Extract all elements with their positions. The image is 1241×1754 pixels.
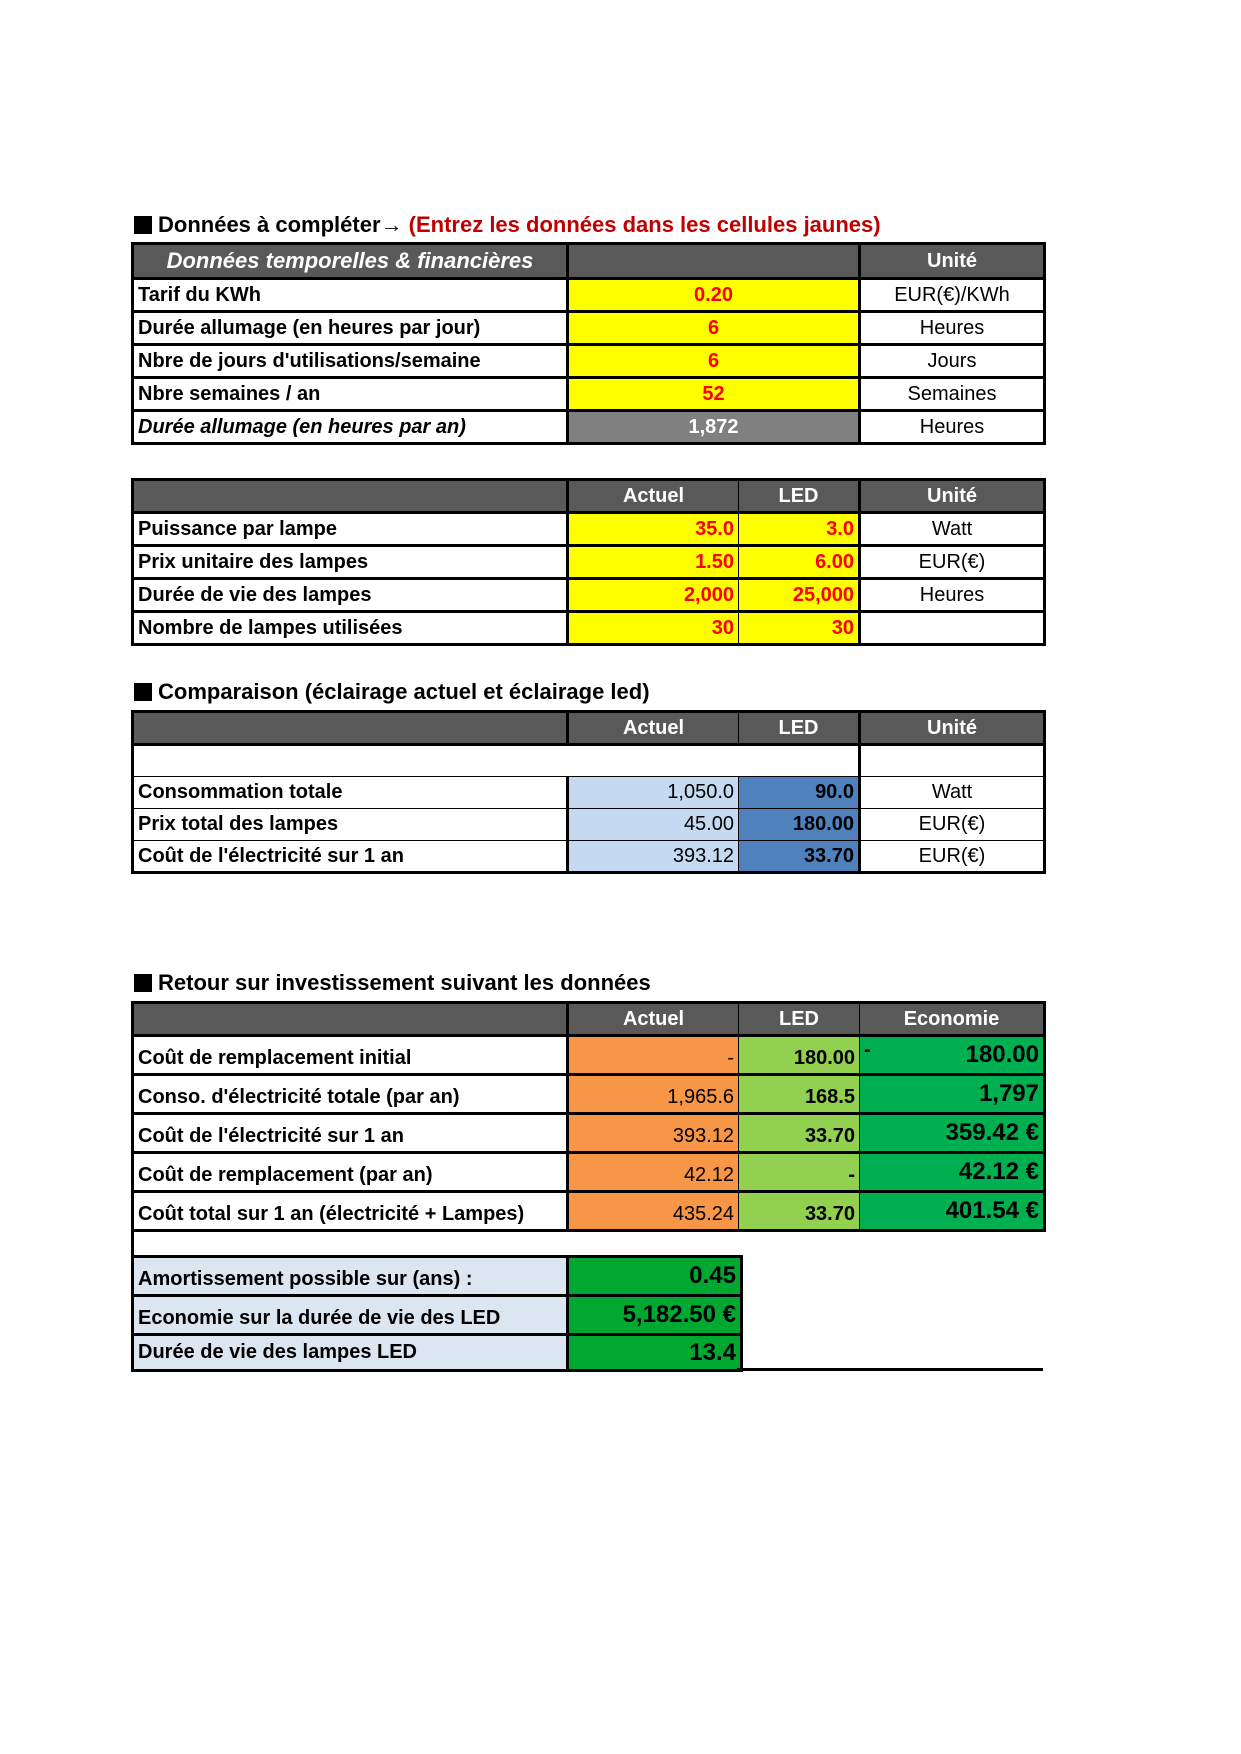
row-unit: Watt (860, 777, 1045, 809)
empty-cell (860, 745, 1045, 777)
table-row (133, 841, 1045, 873)
amortissement-value: 0.45 (568, 1257, 742, 1296)
table-header-row (133, 1003, 1045, 1036)
tarif-kwh-input[interactable]: 0.20 (568, 279, 860, 312)
summary-label: Amortissement possible sur (ans) : (133, 1257, 568, 1296)
section-title-comparaison (134, 679, 650, 705)
table-row (133, 279, 1045, 312)
row-label: Tarif du KWh (133, 279, 568, 312)
puissance-led-input[interactable]: 3.0 (739, 513, 860, 546)
actuel-value: 1,965.6 (568, 1075, 739, 1114)
table-retour-investissement (131, 1001, 1046, 1232)
summary-row (133, 1257, 742, 1296)
actuel-value: - (568, 1036, 739, 1075)
header-unit: Unité (860, 244, 1045, 279)
row-unit: Semaines (860, 378, 1045, 411)
economie-value: 180.00 (965, 1041, 1039, 1068)
section1-title: Données à compléter→ (158, 212, 403, 237)
square-bullet-icon (134, 216, 152, 234)
table-row (133, 579, 1045, 612)
heures-par-jour-input[interactable]: 6 (568, 312, 860, 345)
actuel-value: 393.12 (568, 841, 739, 873)
row-label: Prix unitaire des lampes (133, 546, 568, 579)
table-donnees-temporelles (131, 242, 1046, 445)
header-actuel: Actuel (568, 1003, 739, 1036)
row-label: Coût total sur 1 an (électricité + Lampes) (133, 1192, 568, 1231)
led-value: 33.70 (739, 841, 860, 873)
section4-title: Retour sur investissement suivant les données (158, 970, 651, 995)
table-header-row (133, 244, 1045, 279)
row-unit: Watt (860, 513, 1045, 546)
led-value: 180.00 (739, 809, 860, 841)
actuel-value: 42.12 (568, 1153, 739, 1192)
row-label: Coût de remplacement initial (133, 1036, 568, 1075)
heures-par-an-value: 1,872 (568, 411, 860, 444)
section1-hint: (Entrez les données dans les cellules jaunes) (408, 212, 881, 237)
row-unit: Heures (860, 579, 1045, 612)
row-unit: EUR(€) (860, 809, 1045, 841)
row-label: Consommation totale (133, 777, 568, 809)
row-unit: Heures (860, 312, 1045, 345)
table-row (133, 612, 1045, 645)
table-row (133, 1153, 1045, 1192)
semaines-par-an-input[interactable]: 52 (568, 378, 860, 411)
led-value: 90.0 (739, 777, 860, 809)
economie-prefix: - (864, 1039, 871, 1061)
table-row (133, 345, 1045, 378)
table-row (133, 546, 1045, 579)
led-value: 33.70 (739, 1114, 860, 1153)
duree-vie-led-value: 13.4 (568, 1335, 742, 1371)
row-label: Nbre de jours d'utilisations/semaine (133, 345, 568, 378)
table-summary (131, 1255, 743, 1372)
table-lampes (131, 478, 1046, 646)
table-row (133, 513, 1045, 546)
row-unit: EUR(€)/KWh (860, 279, 1045, 312)
actuel-value: 1,050.0 (568, 777, 739, 809)
header-label (133, 1003, 568, 1036)
row-label: Nbre semaines / an (133, 378, 568, 411)
table-row (133, 411, 1045, 444)
table-header-row (133, 480, 1045, 513)
header-label (133, 712, 568, 745)
header-economie: Economie (860, 1003, 1045, 1036)
jours-par-semaine-input[interactable]: 6 (568, 345, 860, 378)
header-led: LED (739, 480, 860, 513)
row-unit: Heures (860, 411, 1045, 444)
table-row (133, 1036, 1045, 1075)
economie-cell (860, 1036, 1045, 1075)
header-led: LED (739, 1003, 860, 1036)
row-unit: EUR(€) (860, 546, 1045, 579)
header-led: LED (739, 712, 860, 745)
economie-value: 401.54 € (860, 1192, 1045, 1231)
summary-bottom-line (737, 1368, 1043, 1371)
led-value: 180.00 (739, 1036, 860, 1075)
square-bullet-icon (134, 974, 152, 992)
duree-vie-led-input[interactable]: 25,000 (739, 579, 860, 612)
table-comparaison (131, 710, 1046, 874)
summary-row (133, 1296, 742, 1335)
section-title-retour (134, 970, 651, 996)
table-row (133, 1075, 1045, 1114)
empty-cell (133, 745, 860, 777)
economie-value: 42.12 € (860, 1153, 1045, 1192)
nombre-led-input[interactable]: 30 (739, 612, 860, 645)
table-row (133, 809, 1045, 841)
table-header-row (133, 712, 1045, 745)
row-unit (860, 612, 1045, 645)
prix-led-input[interactable]: 6.00 (739, 546, 860, 579)
row-label: Puissance par lampe (133, 513, 568, 546)
section-title-donnees (134, 212, 881, 238)
square-bullet-icon (134, 683, 152, 701)
table-row (133, 777, 1045, 809)
row-unit: EUR(€) (860, 841, 1045, 873)
prix-actuel-input[interactable]: 1.50 (568, 546, 739, 579)
header-label (133, 480, 568, 513)
row-label: Durée de vie des lampes (133, 579, 568, 612)
economie-value: 359.42 € (860, 1114, 1045, 1153)
actuel-value: 393.12 (568, 1114, 739, 1153)
summary-label: Durée de vie des lampes LED (133, 1335, 568, 1371)
summary-label: Economie sur la durée de vie des LED (133, 1296, 568, 1335)
summary-spacer (131, 1223, 1043, 1255)
row-label: Coût de l'électricité sur 1 an (133, 1114, 568, 1153)
nombre-actuel-input[interactable]: 30 (568, 612, 739, 645)
row-label: Coût de remplacement (par an) (133, 1153, 568, 1192)
actuel-value: 45.00 (568, 809, 739, 841)
table-row (133, 1114, 1045, 1153)
header-unit: Unité (860, 712, 1045, 745)
row-label: Durée allumage (en heures par jour) (133, 312, 568, 345)
summary-row (133, 1335, 742, 1371)
economie-duree-vie-value: 5,182.50 € (568, 1296, 742, 1335)
row-unit: Jours (860, 345, 1045, 378)
led-value: - (739, 1153, 860, 1192)
actuel-value: 435.24 (568, 1192, 739, 1231)
section3-title: Comparaison (éclairage actuel et éclairage led) (158, 679, 650, 704)
header-label: Données temporelles & financières (133, 244, 568, 279)
table-row (133, 378, 1045, 411)
duree-vie-actuel-input[interactable]: 2,000 (568, 579, 739, 612)
row-label: Durée allumage (en heures par an) (133, 411, 568, 444)
header-unit: Unité (860, 480, 1045, 513)
economie-value: 1,797 (860, 1075, 1045, 1114)
header-actuel: Actuel (568, 480, 739, 513)
row-label: Conso. d'électricité totale (par an) (133, 1075, 568, 1114)
led-value: 168.5 (739, 1075, 860, 1114)
row-label: Prix total des lampes (133, 809, 568, 841)
table-row (133, 312, 1045, 345)
puissance-actuel-input[interactable]: 35.0 (568, 513, 739, 546)
row-label: Coût de l'électricité sur 1 an (133, 841, 568, 873)
header-value (568, 244, 860, 279)
led-value: 33.70 (739, 1192, 860, 1231)
header-actuel: Actuel (568, 712, 739, 745)
empty-row (133, 745, 1045, 777)
row-label: Nombre de lampes utilisées (133, 612, 568, 645)
